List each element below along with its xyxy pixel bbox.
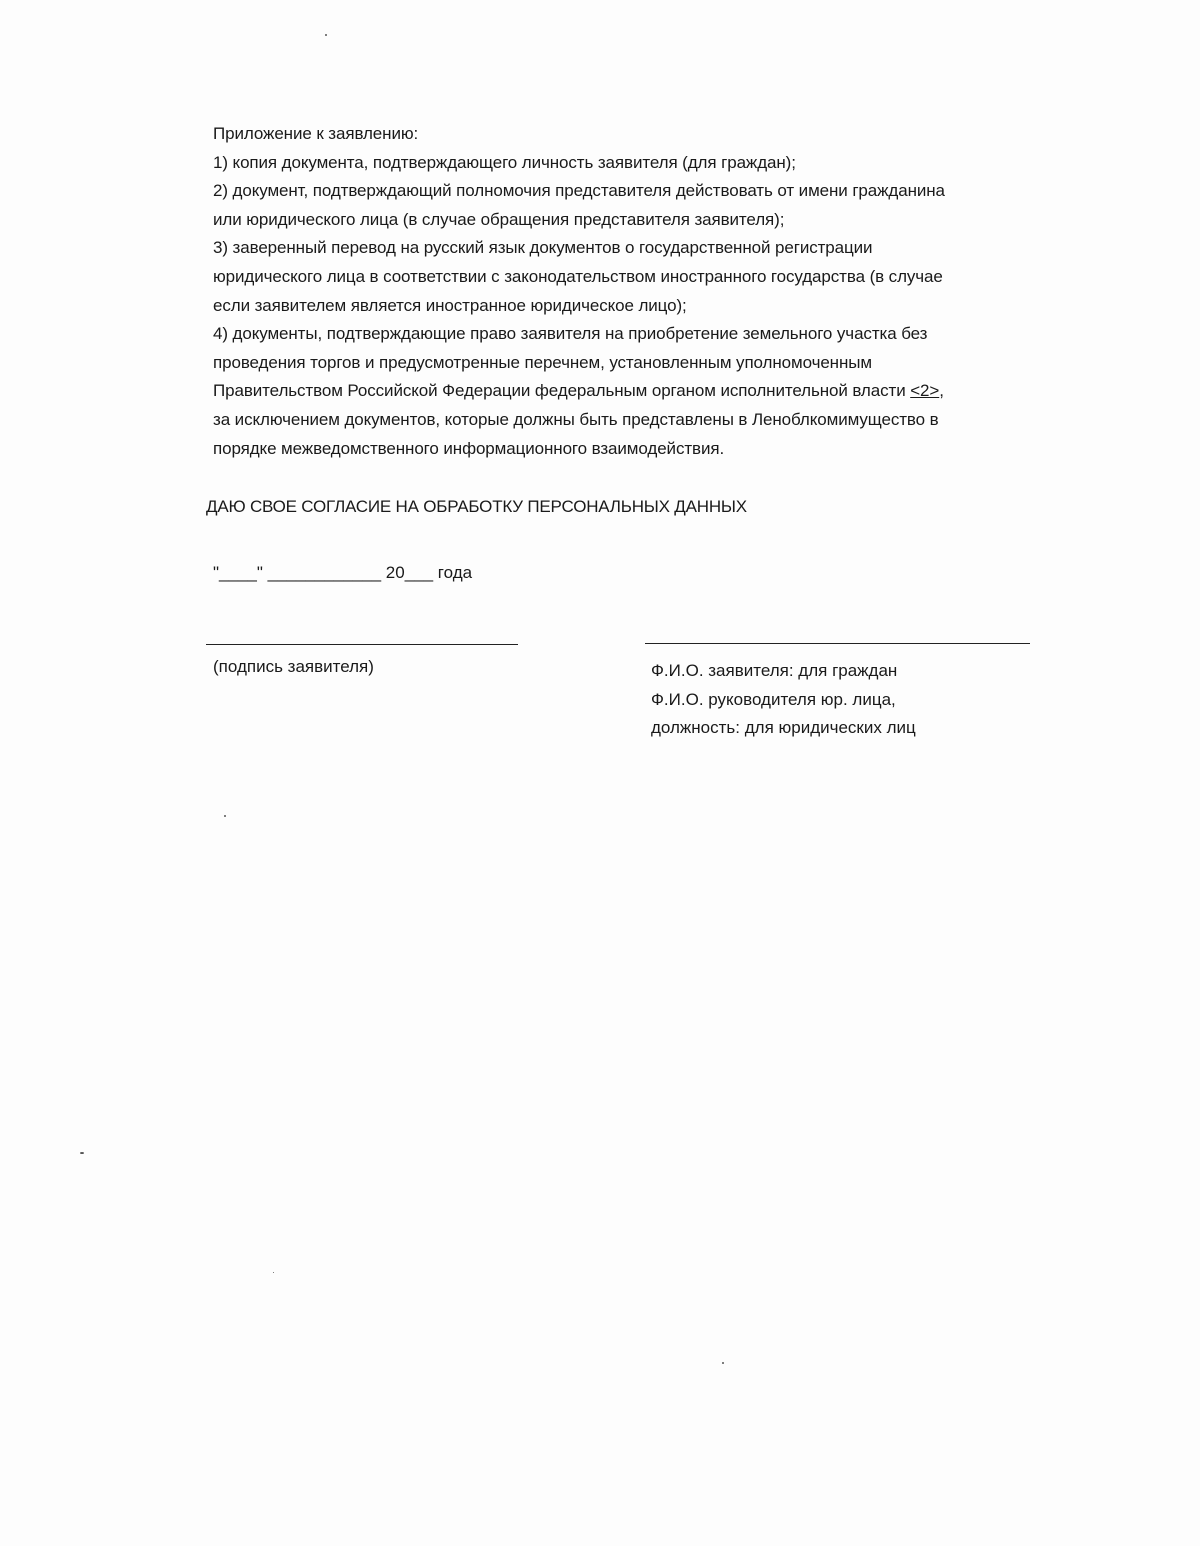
attachment-item-4-line-5: порядке межведомственного информационного взаимодействия. <box>213 438 725 458</box>
signature-line <box>206 644 518 645</box>
scan-speck <box>224 815 226 817</box>
scan-speck <box>325 34 327 36</box>
name-line <box>645 643 1030 644</box>
scan-speck <box>273 1272 274 1273</box>
consent-statement: ДАЮ СВОЕ СОГЛАСИЕ НА ОБРАБОТКУ ПЕРСОНАЛЬНЫХ ДАННЫХ <box>206 497 747 516</box>
attachment-heading: Приложение к заявлению: <box>213 124 419 143</box>
name-label-block <box>651 657 916 743</box>
attachment-item-4-line-3-text: Правительством Российской Федерации федеральным органом исполнительной власти <box>213 381 906 401</box>
footnote-tail: , <box>939 381 944 401</box>
attachment-item-2-line-2: или юридического лица (в случае обращения представителя заявителя); <box>213 209 785 229</box>
date-field: "____" ____________ 20___ года <box>213 563 473 582</box>
name-label-line-2: Ф.И.О. руководителя юр. лица, <box>651 689 896 709</box>
attachment-item-4-line-3 <box>213 377 1043 406</box>
attachment-item-3-line-1: 3) заверенный перевод на русский язык документов о государственной регистрации <box>213 238 873 258</box>
scan-speck <box>80 1152 84 1154</box>
scan-speck <box>722 1362 724 1364</box>
attachment-item-3-line-3: если заявителем является иностранное юридическое лицо); <box>213 295 687 315</box>
name-label-line-3: должность: для юридических лиц <box>651 718 916 737</box>
footnote-link[interactable]: <2> <box>910 381 940 401</box>
attachment-item-4-line-1: 4) документы, подтверждающие право заявителя на приобретение земельного участка без <box>213 324 928 344</box>
name-label-line-1: Ф.И.О. заявителя: для граждан <box>651 661 898 680</box>
attachment-item-1: 1) копия документа, подтверждающего личность заявителя (для граждан); <box>213 152 796 172</box>
attachment-item-2-line-1: 2) документ, подтверждающий полномочия представителя действовать от имени гражданина <box>213 181 945 201</box>
signature-label: (подпись заявителя) <box>213 657 374 676</box>
attachment-list <box>213 120 1043 463</box>
attachment-item-4-line-4: за исключением документов, которые должны быть представлены в Леноблкомимущество в <box>213 409 939 429</box>
attachment-item-4-line-2: проведения торгов и предусмотренные перечнем, установленным уполномоченным <box>213 352 872 372</box>
attachment-item-3-line-2: юридического лица в соответствии с законодательством иностранного государства (в случае <box>213 266 943 286</box>
